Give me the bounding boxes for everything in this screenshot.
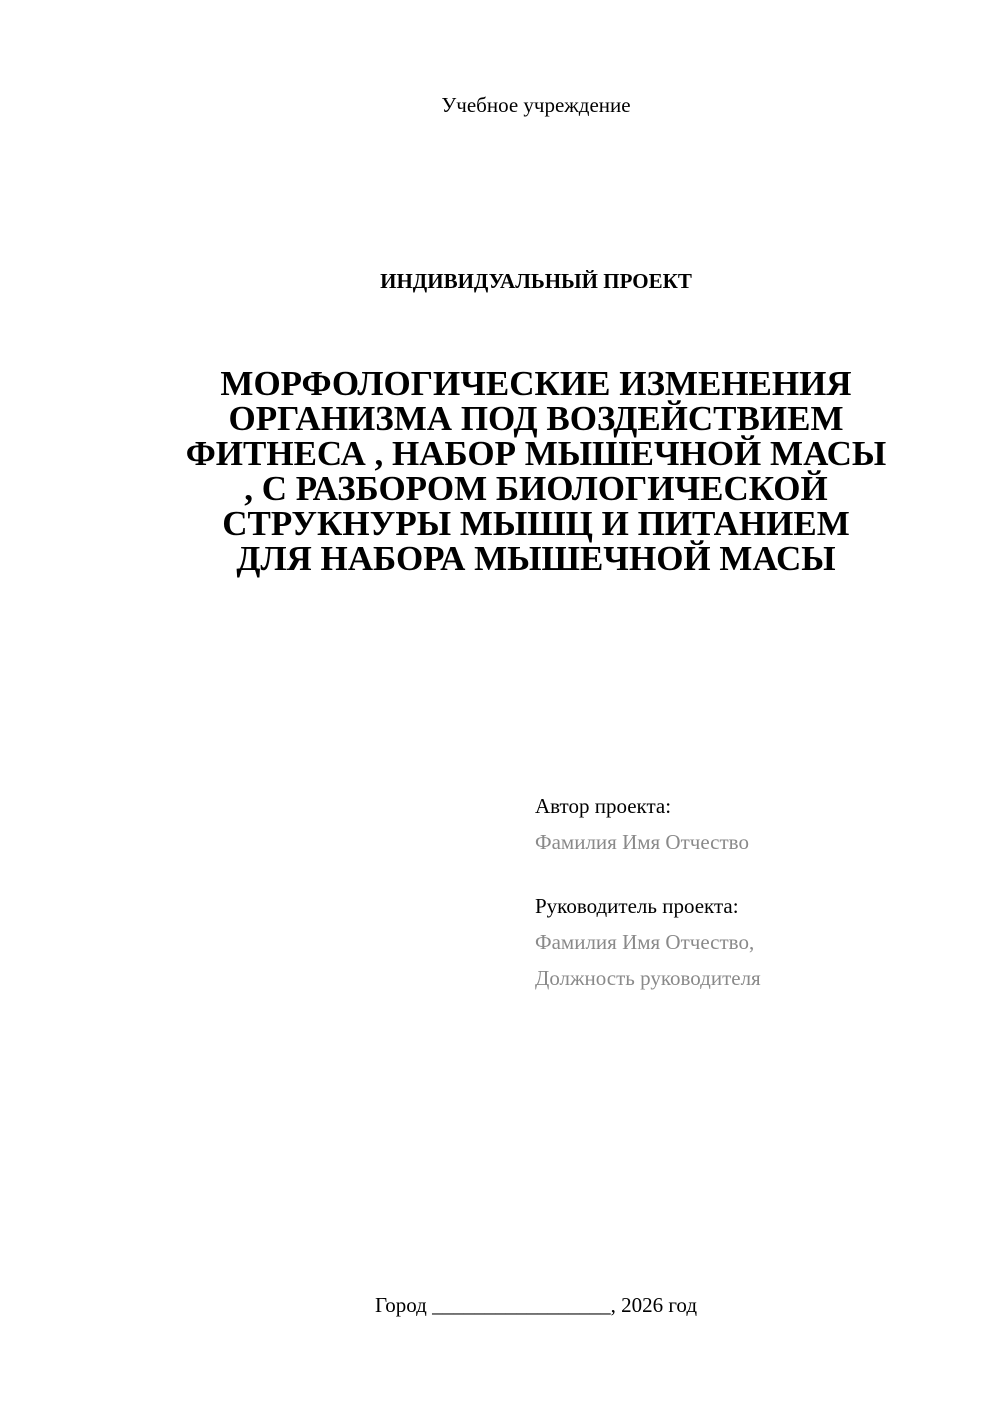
title-line: ДЛЯ НАБОРА МЫШЕЧНОЙ МАСЫ [236,539,836,578]
title-line: МОРФОЛОГИЧЕСКИЕ ИЗМЕНЕНИЯ [220,364,852,403]
document-type: ИНДИВИДУАЛЬНЫЙ ПРОЕКТ [380,269,692,293]
spacer [535,860,975,888]
author-label: Автор проекта: [535,794,672,818]
title-line: ОРГАНИЗМА ПОД ВОЗДЕЙСТВИЕМ [228,399,844,438]
supervisor-name-placeholder: Фамилия Имя Отчество, [535,930,755,954]
title-line: СТРУКНУРЫ МЫШЦ И ПИТАНИЕМ [222,504,850,543]
title-line: ФИТНЕСА , НАБОР МЫШЕЧНОЙ МАСЫ [185,434,887,473]
supervisor-label: Руководитель проекта: [535,894,739,918]
supervisor-position-placeholder: Должность руководителя [535,966,761,990]
credits-block [535,788,975,996]
title-line: , С РАЗБОРОМ БИОЛОГИЧЕСКОЙ [244,469,828,508]
author-name-placeholder: Фамилия Имя Отчество [535,830,749,854]
institution-name: Учебное учреждение [441,93,631,117]
project-title [130,366,942,576]
city-year-line: Город _________________, 2026 год [374,1293,698,1317]
